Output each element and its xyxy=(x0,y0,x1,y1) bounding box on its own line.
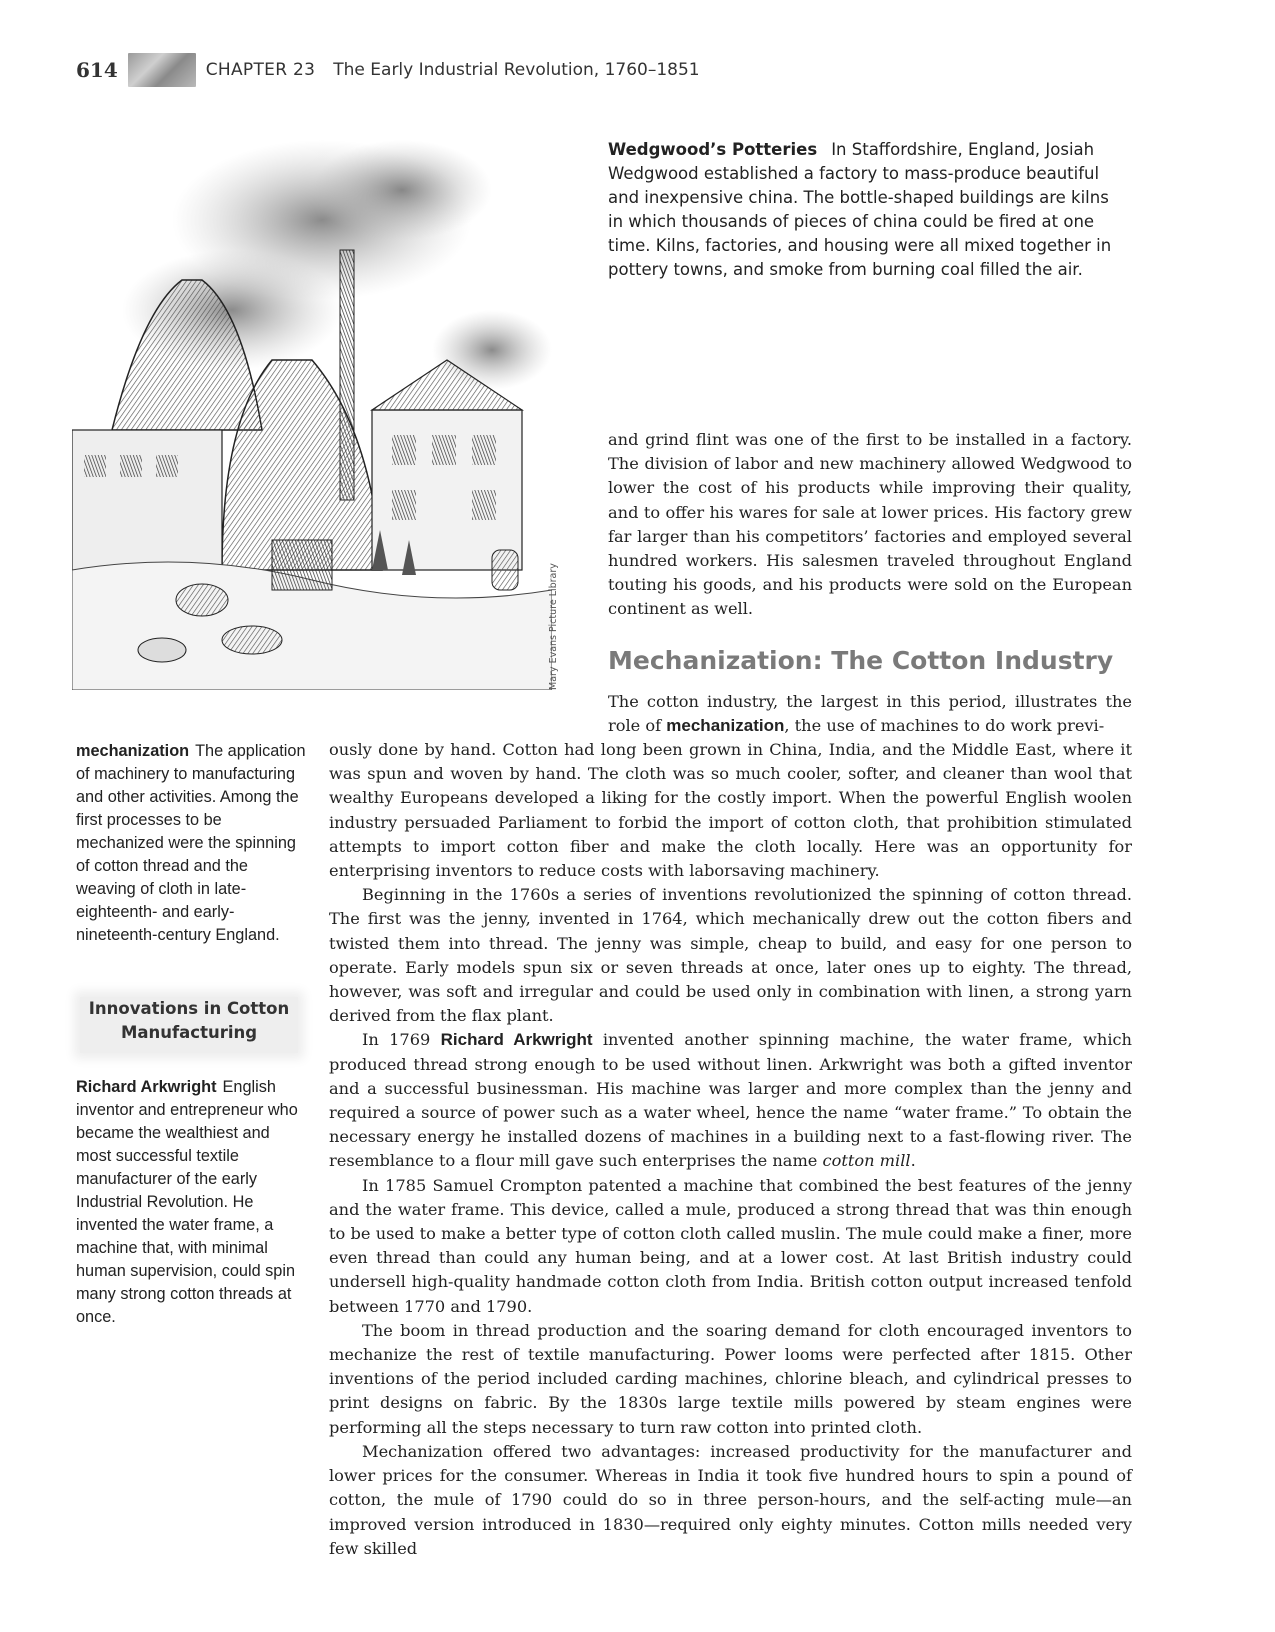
body-paragraph: In 1785 Samuel Crompton patented a machine that combined the best features of the jenny and the water frame. This device, called a mule, produced a strong thread that was thin enough to be used to make a better type of cotton cloth called muslin. The mule could make a finer, more even thread than could any human being, and at a lower cost. At last British industry could undersell high-quality handmade cotton cloth from India. British cotton output increased tenfold between 1770 and 1790. xyxy=(329,1175,1132,1316)
body-paragraph: In 1769 Richard Arkwright invented another spinning machine, the water frame, which produced thread strong enough to be used without linen. Arkwright was both a gifted inventor and a successful businessman. His machine was larger and more complex than the jenny and required a source of power such as a water wheel, hence the name “water frame.” To obtain the necessary energy he installed dozens of machines in a building next to a fast-flowing river. The resemblance to a flour mill gave such enterprises the name cotton mill. xyxy=(329,1030,1132,1171)
caption-title: Wedgwood’s Potteries xyxy=(608,140,818,159)
chapter-thumbnail-image xyxy=(128,53,196,87)
glossary-term: mechanization xyxy=(76,742,190,760)
body-paragraph: The boom in thread production and the soaring demand for cloth encouraged inventors to mechanize the rest of textile manufacturing. Power looms were perfected after 1815. Other inventions of the period included carding machines, chlorine bleach, and cylindrical presses to print designs on fabric. By the 1830s large textile mills powered by steam engines were performing all the steps necessary to turn raw cotton into printed cloth. xyxy=(329,1320,1132,1437)
body-text xyxy=(329,738,1132,1561)
glossary-richard-arkwright xyxy=(76,1076,306,1329)
glossary-definition: The application of machinery to manufacturing and other activities. Among the first processes to be mechanized were the spinning of cotton thread and the weaving of cloth in late-eighteenth- and early-nineteenth-century England. xyxy=(76,742,306,944)
body-paragraph: Beginning in the 1760s a series of inventions revolutionized the spinning of cotton thread. The first was the jenny, invented in 1764, which mechanically drew out the cotton fibers and twisted them into thread. The jenny was simple, cheap to build, and easy for one person to operate. Early models spun six or seven threads at once, later ones up to eighty. The thread, however, was soft and irregular and could be used only in combination with linen, a strong yarn derived from the flax plant. xyxy=(329,885,1132,1026)
chapter-title: The Early Industrial Revolution, 1760–1851 xyxy=(333,60,700,80)
key-term-mechanization: mechanization xyxy=(666,716,785,736)
chapter-label: CHAPTER 23 xyxy=(205,60,316,80)
section-heading: Mechanization: The Cotton Industry xyxy=(608,646,1114,675)
body-paragraph: ously done by hand. Cotton had long been grown in China, India, and the Middle East, where it was spun and woven by hand. The cloth was so much cooler, softer, and cleaner than wool that wealthy Europeans developed a liking for the costly import. When the powerful English woolen industry persuaded Parliament to forbid the import of cotton cloth, that prohibition stimulated attempts to import cotton fiber and make the cloth locally. Here was an opportunity for enterprising inventors to reduce costs with laborsaving machinery. xyxy=(329,740,1132,881)
wedgwood-potteries-engraving xyxy=(72,130,552,690)
body-paragraph: Mechanization offered two advantages: increased productivity for the manufacturer and lower prices for the consumer. Whereas in India it took five hundred hours to spin a pound of cotton, the mule of 1790 could do so in three person-hours, and the self-acting mule—an improved version introduced in 1830—required only eighty minutes. Cotton mills needed very few skilled xyxy=(329,1441,1132,1558)
caption-text: In Staffordshire, England, Josiah Wedgwood established a factory to mass-produce beautiful and inexpensive china. The bottle-shaped buildings are kilns in which thousands of pieces of china could be fired at one time. Kilns, factories, and housing were all mixed together in pottery towns, and smoke from burning coal filled the air. xyxy=(608,140,1112,279)
glossary-definition: English inventor and entrepreneur who became the wealthiest and most successful textile manufacturer of the early Industrial Revolution. He invented the water frame, a machine that, with minimal human supervision, could spin many strong cotton threads at once. xyxy=(76,1078,298,1326)
glossary-term: Richard Arkwright xyxy=(76,1078,217,1096)
continued-paragraph: and grind flint was one of the first to be installed in a factory. The division of labor and new machinery allowed Wedgwood to lower the cost of his products while improving their quality, and to offer his wares for sale at lower prices. His factory grew far larger than his competitors’ factories and employed several hundred workers. His salesmen traveled throughout England touting his goods, and his products were sold on the European continent as well. xyxy=(608,430,1132,619)
margin-topic-box: Innovations in Cotton Manufacturing xyxy=(80,997,298,1053)
running-header xyxy=(76,50,700,90)
key-term-richard-arkwright: Richard Arkwright xyxy=(440,1030,593,1050)
glossary-mechanization xyxy=(76,740,306,947)
page-number: 614 xyxy=(76,58,118,82)
figure-caption xyxy=(608,138,1128,282)
section-intro: The cotton industry, the largest in this period, illustrates the role of mechanization, the use of machines to do work previ- xyxy=(608,692,1132,736)
photo-credit: Mary Evans Picture Library xyxy=(548,563,559,690)
